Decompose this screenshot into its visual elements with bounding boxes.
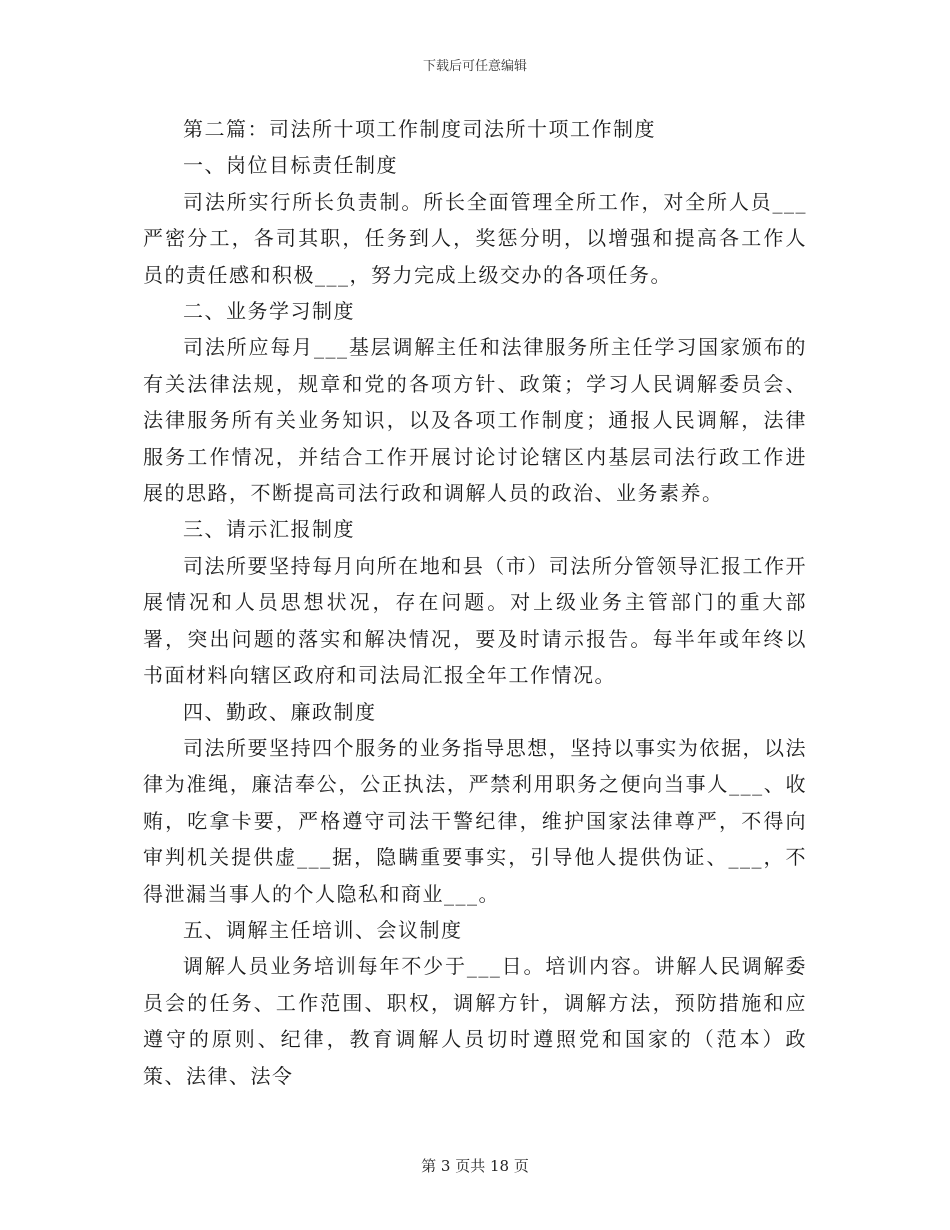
- document-body: [143, 111, 807, 1094]
- section-heading-1: 一、岗位目标责任制度: [183, 153, 398, 178]
- page-number: 第 3 页共 18 页: [421, 1157, 529, 1175]
- section-body-4: 司法所要坚持四个服务的业务指导思想，坚持以事实为依据，以法律为准绳，廉洁奉公，公正执法，严禁利用职务之便向当事人___、收贿，吃拿卡要，严格遵守司法干警纪律，维护国家法律尊严，不得向审判机关提供虚___据，隐瞒重要事实，引导他人提供伪证、___，不得泄漏当事人的个人隐私和商业___。: [143, 735, 807, 906]
- section-heading-3: 三、请示汇报制度: [183, 517, 355, 542]
- page-header-note: 下载后可任意编辑: [422, 59, 527, 74]
- section-heading-5: 五、调解主任培训、会议制度: [183, 917, 463, 942]
- section-heading-2: 二、业务学习制度: [183, 299, 355, 324]
- section-body-2: 司法所应每月___基层调解主任和法律服务所主任学习国家颁布的有关法律法规，规章和党的各项方针、政策；学习人民调解委员会、法律服务所有关业务知识，以及各项工作制度；通报人民调解，法律服务工作情况，并结合工作开展讨论讨论辖区内基层司法行政工作进展的思路，不断提高司法行政和调解人员的政治、业务素养。: [143, 335, 807, 506]
- section-body-5: 调解人员业务培训每年不少于___日。培训内容。讲解人民调解委员会的任务、工作范围、职权，调解方针，调解方法，预防措施和应遵守的原则、纪律，教育调解人员切时遵照党和国家的（范本）政策、法律、法令: [143, 954, 807, 1088]
- section-body-1: 司法所实行所长负责制。所长全面管理全所工作，对全所人员___严密分工，各司其职，任务到人，奖惩分明，以增强和提高各工作人员的责任感和积极___，努力完成上级交办的各项任务。: [143, 189, 807, 287]
- section-body-3: 司法所要坚持每月向所在地和县（市）司法所分管领导汇报工作开展情况和人员思想状况，存在问题。对上级业务主管部门的重大部署，突出问题的落实和解决情况，要及时请示报告。每半年或年终以书面材料向辖区政府和司法局汇报全年工作情况。: [143, 553, 807, 688]
- section-heading-4: 四、勤政、廉政制度: [183, 699, 377, 724]
- document-title: 第二篇：司法所十项工作制度司法所十项工作制度: [183, 117, 656, 141]
